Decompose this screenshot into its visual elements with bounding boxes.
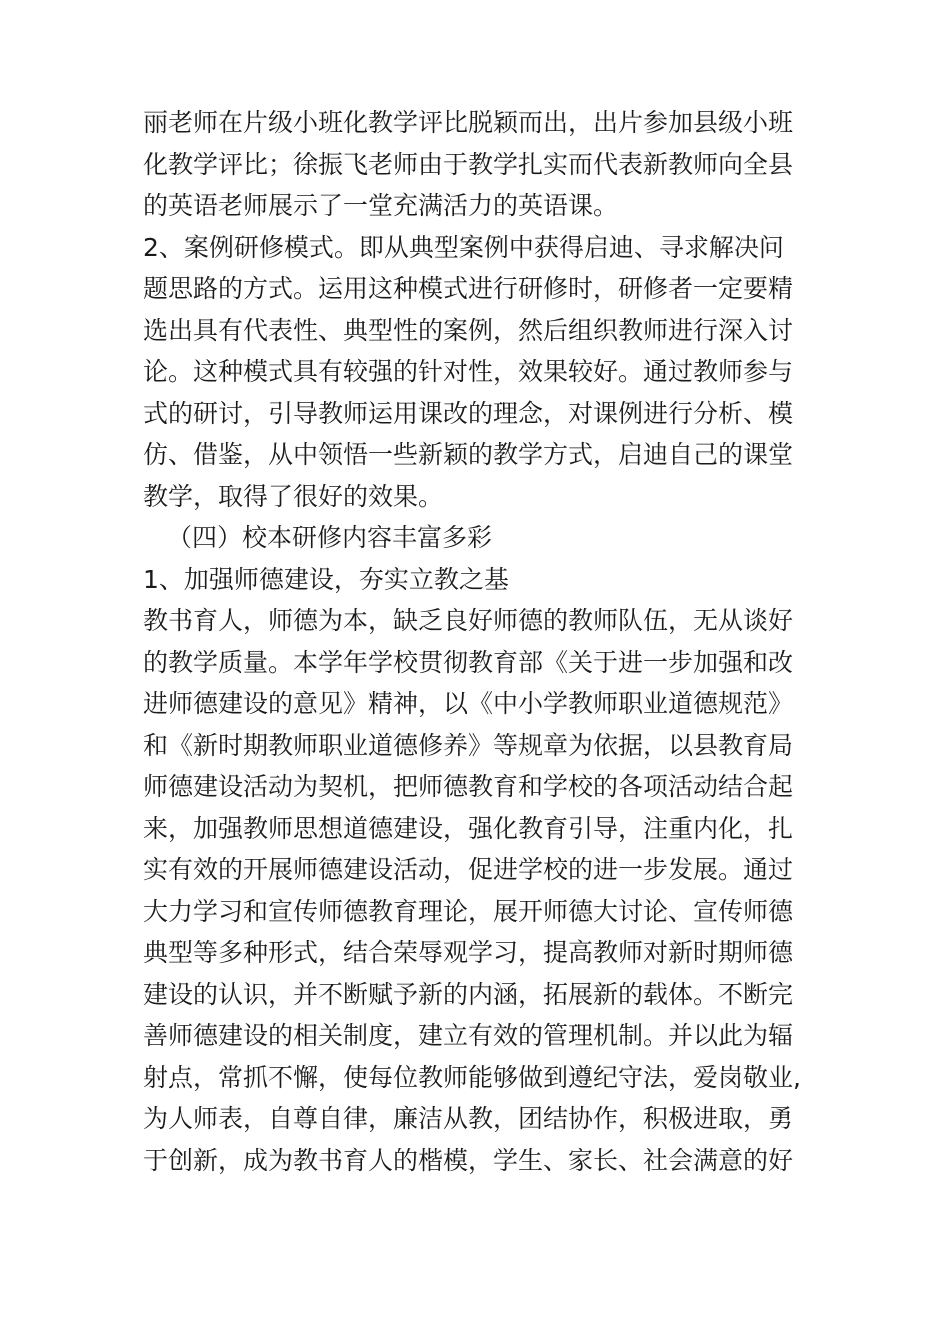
text-line: 于创新，成为教书育人的楷模，学生、家长、社会满意的好: [143, 1145, 794, 1175]
text-line: 的教学质量。本学年学校贯彻教育部《关于进一步加强和改: [143, 647, 794, 677]
text-line: 式的研讨，引导教师运用课改的理念，对课例进行分析、模: [143, 398, 794, 428]
section-heading: （四）校本研修内容丰富多彩: [167, 523, 493, 552]
text-line: 2、案例研修模式。即从典型案例中获得启迪、寻求解决问: [143, 232, 784, 262]
text-line: 仿、借鉴，从中领悟一些新颖的教学方式，启迪自己的课堂: [143, 440, 794, 469]
text-line: 来，加强教师思想道德建设，强化教育引导，注重内化，扎: [143, 813, 794, 843]
text-line: 和《新时期教师职业道德修养》等规章为依据，以县教育局: [143, 730, 794, 760]
text-line: 的英语老师展示了一堂充满活力的英语课。: [143, 191, 619, 220]
subsection-heading: 1、加强师德建设，夯实立教之基: [143, 564, 509, 594]
text-line: 为人师表，自尊自律，廉洁从教，团结协作，积极进取，勇: [143, 1104, 794, 1133]
text-line: 教书育人，师德为本，缺乏良好师德的教师队伍，无从谈好: [143, 606, 794, 635]
body-text: [143, 102, 813, 1181]
text-line: 教学，取得了很好的效果。: [143, 481, 444, 511]
text-line: 善师德建设的相关制度，建立有效的管理机制。并以此为辐: [143, 1021, 794, 1050]
text-line: 丽老师在片级小班化教学评比脱颖而出，出片参加县级小班: [143, 108, 794, 137]
text-line: 建设的认识，并不断赋予新的内涵，拓展新的载体。不断完: [143, 979, 794, 1009]
text-line: 进师德建设的意见》精神，以《中小学教师职业道德规范》: [143, 689, 794, 718]
text-line: 选出具有代表性、典型性的案例，然后组织教师进行深入讨: [143, 315, 794, 345]
text-line: 论。这种模式具有较强的针对性，效果较好。通过教师参与: [143, 357, 794, 386]
text-line: 师德建设活动为契机，把师德教育和学校的各项活动结合起: [143, 772, 794, 801]
text-line: 题思路的方式。运用这种模式进行研修时，研修者一定要精: [143, 274, 794, 303]
text-line: 化教学评比；徐振飞老师由于教学扎实而代表新教师向全县: [143, 149, 794, 179]
text-line: 射点，常抓不懈，使每位教师能够做到遵纪守法，爱岗敬业,: [143, 1062, 801, 1092]
text-line: 实有效的开展师德建设活动，促进学校的进一步发展。通过: [143, 855, 794, 884]
text-line: 典型等多种形式，结合荣辱观学习，提高教师对新时期师德: [143, 938, 794, 967]
text-line: 大力学习和宣传师德教育理论，展开师德大讨论、宣传师德: [143, 896, 794, 926]
